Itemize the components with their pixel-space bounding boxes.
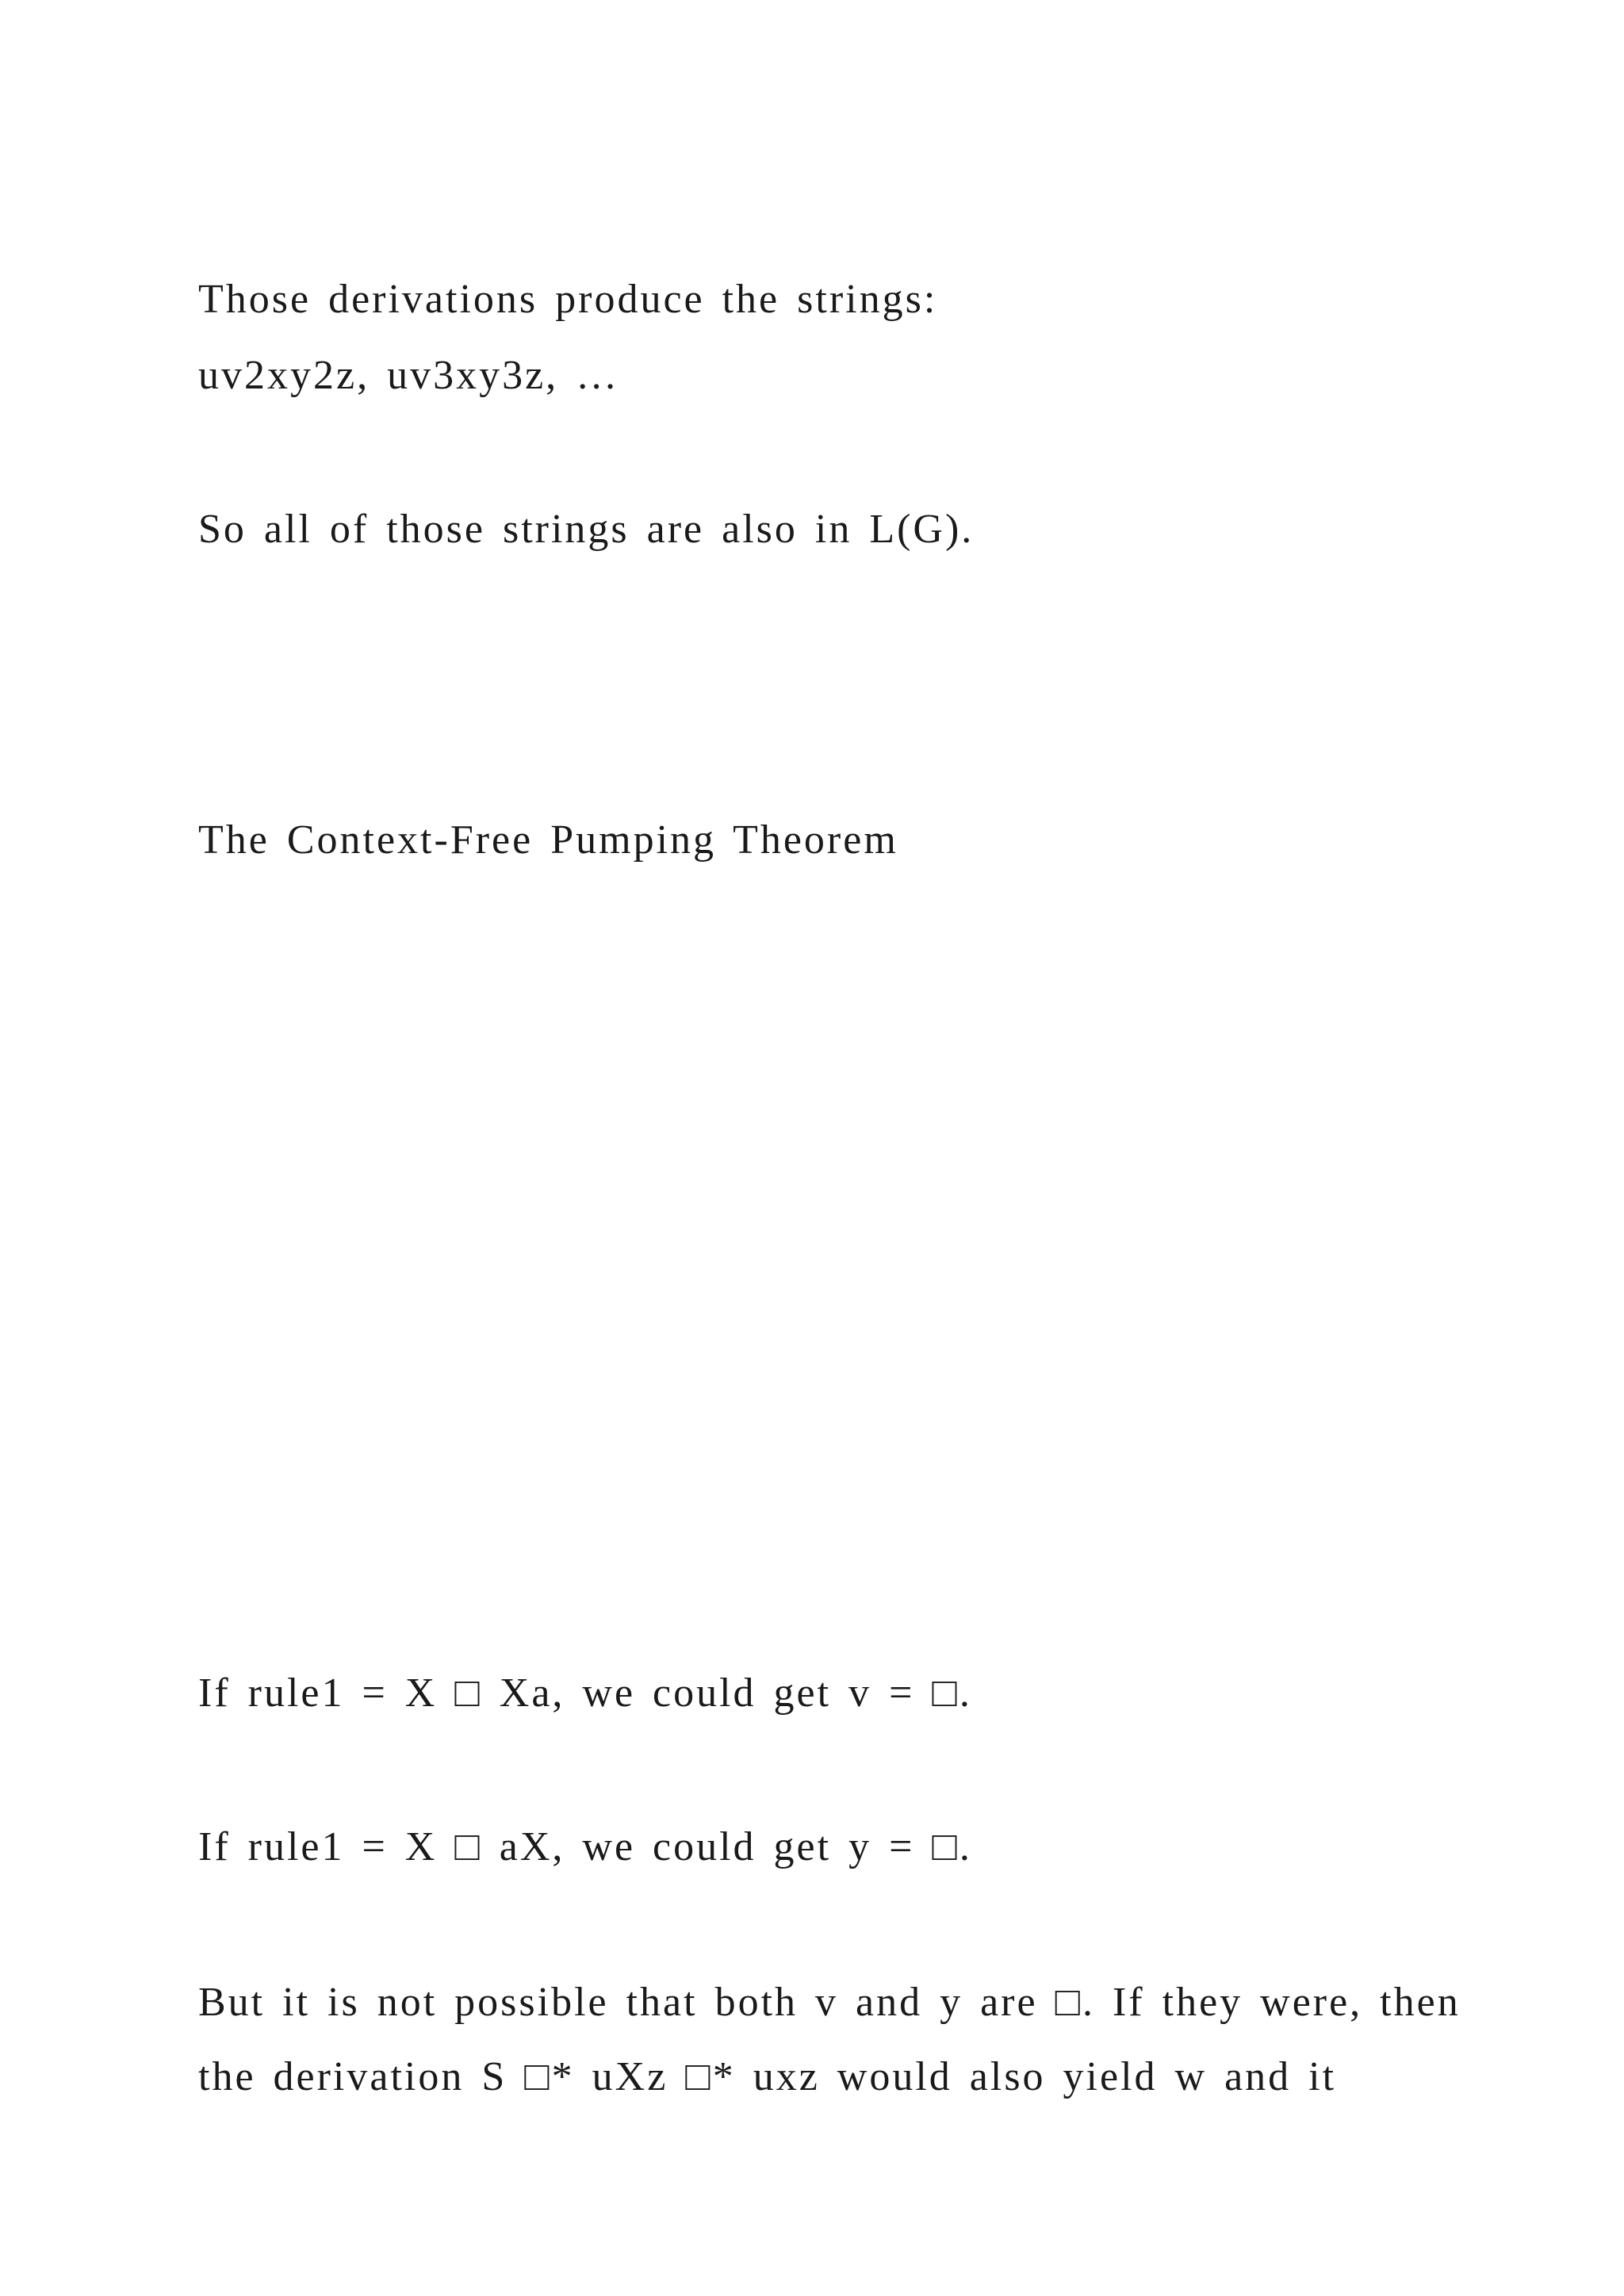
section-heading: The Context-Free Pumping Theorem bbox=[198, 817, 898, 863]
text-line-strings-in-language: So all of those strings are also in L(G). bbox=[198, 507, 975, 552]
text-line-derivations-produce: Those derivations produce the strings: bbox=[198, 277, 938, 322]
text-line-not-possible: But it is not possible that both v and y are □. If they were, then bbox=[198, 1980, 1461, 2025]
text-line-pumped-strings: uv2xy2z, uv3xy3z, … bbox=[198, 353, 620, 398]
text-line-derivation: the derivation S □* uXz □* uxz would also yield w and it bbox=[198, 2054, 1337, 2099]
text-line-rule-xa: If rule1 = X □ Xa, we could get v = □. bbox=[198, 1670, 972, 1716]
text-line-rule-ax: If rule1 = X □ aX, we could get y = □. bbox=[198, 1824, 972, 1869]
